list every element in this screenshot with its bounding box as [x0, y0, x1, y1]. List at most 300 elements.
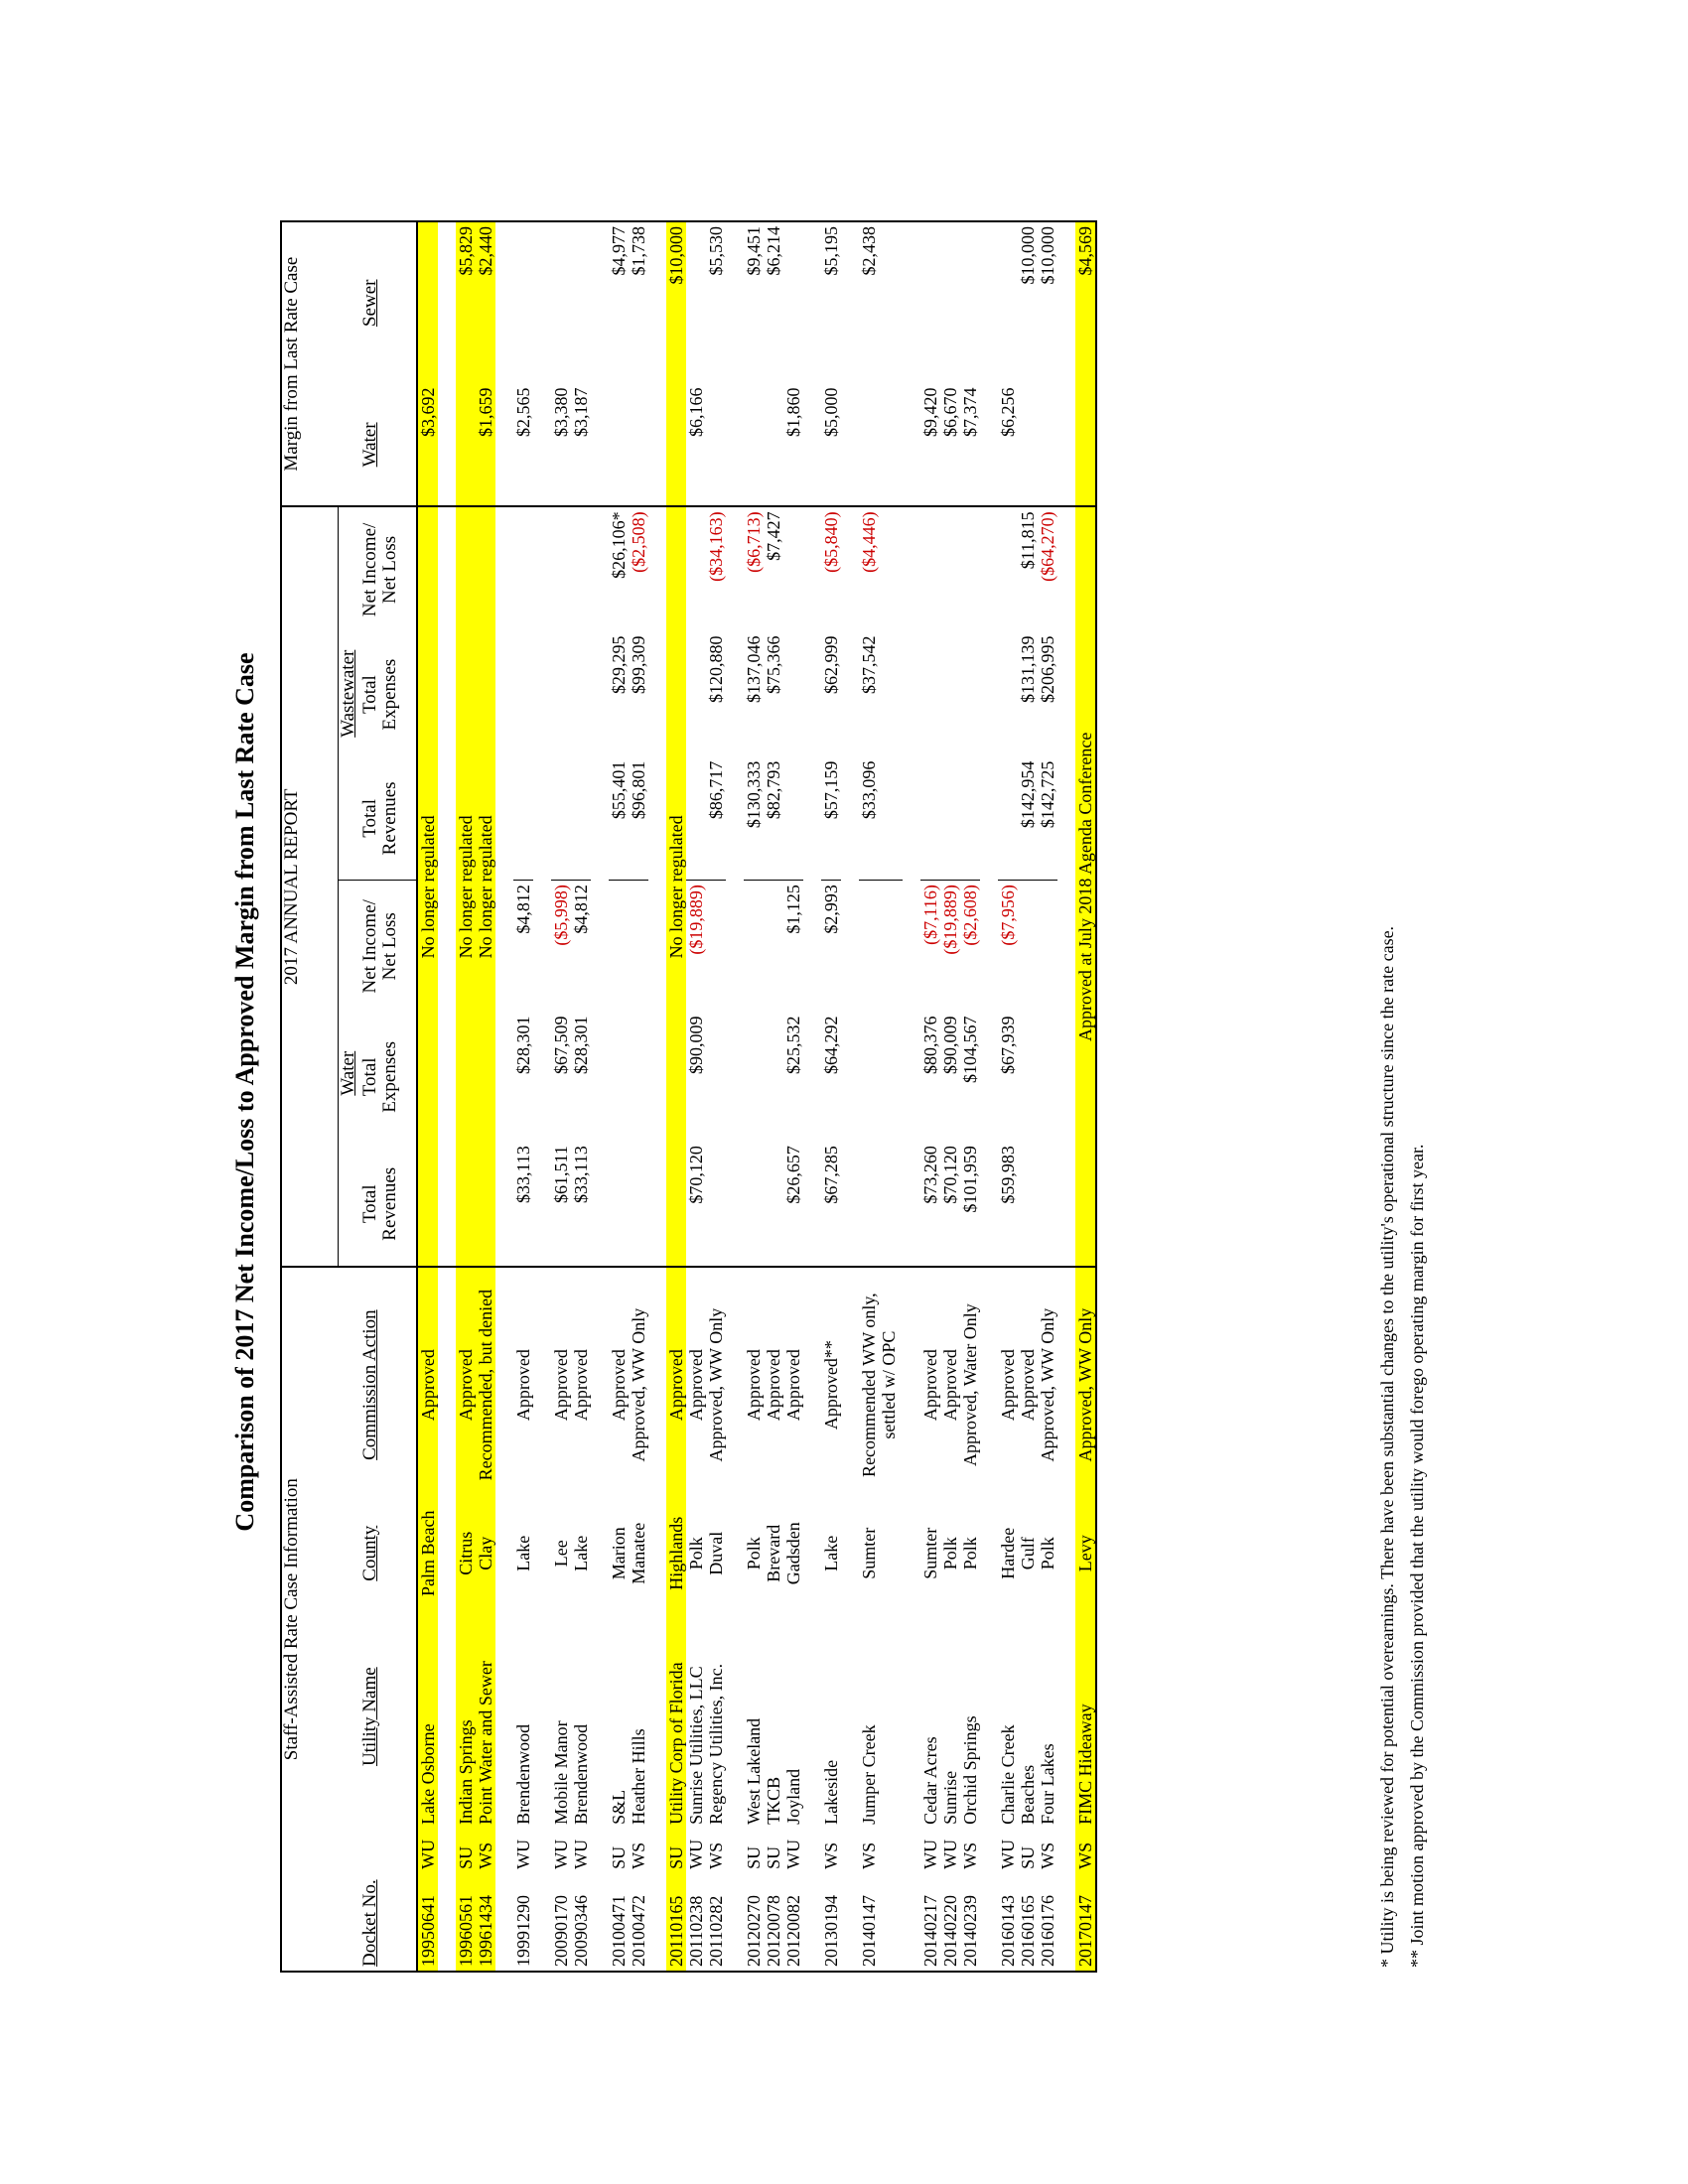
water-revenue-cell: $67,285 — [821, 1142, 841, 1267]
header-ww-net: Net Income/ Net Loss — [360, 506, 417, 631]
water-net-cell — [1018, 881, 1038, 1013]
type-cell: WU — [686, 1839, 706, 1869]
docket-cell: 20160143 — [998, 1873, 1018, 1972]
water-net-cell: ($19,889) — [940, 885, 960, 955]
utility-cell: Cedar Acres — [920, 1736, 940, 1825]
docket-cell: 19991290 — [513, 1873, 533, 1972]
margin-sewer-cell — [998, 221, 1018, 383]
water-net-cell — [1038, 881, 1057, 1013]
wastewater-revenue-cell — [940, 757, 960, 881]
wastewater-revenue-cell — [920, 757, 940, 881]
water-net-cell: ($2,608) — [960, 885, 980, 946]
table-row — [1018, 221, 1038, 1972]
utility-cell: Lakeside — [821, 1759, 841, 1825]
county-cell: Polk — [940, 1537, 960, 1570]
action-cell: Approved — [609, 1349, 629, 1422]
utility-cell: Joyland — [783, 1768, 803, 1825]
water-revenue-cell — [609, 1142, 629, 1267]
spacer-row — [803, 221, 821, 1972]
margin-sewer-cell — [551, 221, 571, 383]
utility-cell: Orchid Springs — [960, 1715, 980, 1825]
docket-cell: 20140239 — [960, 1873, 980, 1972]
water-revenue-cell: $26,657 — [783, 1142, 803, 1267]
margin-water-cell: $6,256 — [998, 383, 1018, 506]
spacer-row — [980, 221, 998, 1972]
utility-cell: Point Water and Sewer — [476, 1605, 495, 1829]
table-body — [417, 221, 1096, 1972]
utility-cell: Indian Springs — [456, 1605, 476, 1829]
water-net-cell: ($7,116) — [920, 885, 940, 945]
wastewater-net-cell: ($2,508) — [629, 511, 648, 573]
margin-water-cell — [859, 383, 903, 506]
water-revenue-cell — [744, 1142, 764, 1267]
wastewater-net-cell: ($64,270) — [1038, 511, 1057, 582]
type-cell: WU — [940, 1839, 960, 1869]
docket-cell: 19950641 — [417, 1873, 438, 1972]
table-row — [476, 221, 495, 1972]
utility-cell: Regency Utilities, Inc. — [706, 1663, 726, 1825]
wastewater-expense-cell — [571, 632, 591, 757]
county-cell: Brevard — [764, 1524, 783, 1582]
type-cell: WU — [513, 1839, 533, 1869]
water-net-cell: $4,812 — [513, 885, 533, 934]
action-cell: Approved — [940, 1349, 960, 1422]
spacer-row — [591, 221, 609, 1972]
county-cell: Polk — [686, 1537, 706, 1570]
docket-cell: 20110282 — [706, 1873, 726, 1972]
water-expense-cell: $28,301 — [571, 1016, 591, 1074]
spacer-row — [438, 221, 456, 1972]
water-revenue-cell — [1038, 1142, 1057, 1267]
county-cell: Duval — [706, 1531, 726, 1575]
header-ww-exp: Total Expenses — [360, 632, 417, 757]
type-cell: SU — [666, 1829, 686, 1873]
header-margin-sewer: Sewer — [359, 279, 380, 327]
wastewater-revenue-cell: $96,801 — [629, 757, 648, 881]
wastewater-expense-cell: $131,139 — [1018, 635, 1038, 704]
docket-cell: 20110165 — [666, 1873, 686, 1972]
action-cell: Approved, Water Only — [960, 1303, 980, 1466]
margin-sewer-cell: $10,000 — [666, 221, 686, 383]
header-water-sub: Water — [338, 1050, 358, 1096]
utility-cell: FIMC Hideaway — [1075, 1605, 1096, 1829]
margin-water-cell: $6,670 — [940, 383, 960, 506]
utility-cell: Mobile Manor — [551, 1720, 571, 1825]
table-row — [686, 221, 706, 1972]
margin-sewer-cell: $10,000 — [1018, 221, 1038, 383]
wastewater-expense-cell — [783, 632, 803, 757]
spacer-row — [726, 221, 744, 1972]
utility-cell: Jumper Creek — [859, 1724, 879, 1825]
table-row — [1038, 221, 1057, 1972]
margin-water-cell: $9,420 — [920, 383, 940, 506]
water-revenue-cell: $61,511 — [551, 1142, 571, 1267]
water-net-cell — [744, 881, 764, 1013]
type-cell: WU — [551, 1839, 571, 1869]
county-cell: Lee — [551, 1540, 571, 1568]
utility-cell: Heather Hills — [629, 1728, 648, 1825]
type-cell: WS — [859, 1842, 879, 1869]
county-cell: Lake — [571, 1535, 591, 1571]
header-w-net: Net Income/ Net Loss — [360, 881, 417, 1013]
wastewater-revenue-cell — [998, 757, 1018, 881]
type-cell: WS — [821, 1842, 841, 1869]
table-row — [920, 221, 940, 1972]
wastewater-revenue-cell: $130,333 — [744, 757, 764, 881]
wastewater-revenue-cell — [960, 757, 980, 881]
wastewater-net-cell — [960, 506, 980, 631]
wastewater-net-cell — [998, 506, 1018, 631]
county-cell: Palm Beach — [417, 1502, 438, 1605]
wastewater-revenue-cell: $86,717 — [706, 757, 726, 881]
wastewater-net-cell: ($6,713) — [744, 511, 764, 573]
footnotes — [1372, 926, 1432, 1968]
header-utility: Utility Name — [359, 1667, 380, 1767]
wastewater-revenue-cell — [686, 757, 706, 881]
docket-cell: 20120082 — [783, 1873, 803, 1972]
margin-water-cell: $3,380 — [551, 383, 571, 506]
spacer-row — [495, 221, 513, 1972]
docket-cell: 20160165 — [1018, 1873, 1038, 1972]
action-cell: Approved, WW Only — [706, 1307, 726, 1462]
water-expense-cell — [744, 1013, 764, 1143]
margin-sewer-cell — [940, 221, 960, 383]
margin-sewer-cell: $5,829 — [456, 221, 476, 383]
county-cell: Citrus — [456, 1502, 476, 1605]
margin-water-cell: $5,000 — [821, 383, 841, 506]
margin-water-cell — [1018, 383, 1038, 506]
utility-cell: Brendenwood — [571, 1723, 591, 1825]
spacer-row — [841, 221, 859, 1972]
water-revenue-cell — [1018, 1142, 1038, 1267]
water-revenue-cell: $70,120 — [940, 1142, 960, 1267]
water-revenue-cell: $33,113 — [571, 1142, 591, 1267]
utility-cell: Utility Corp of Florida — [666, 1605, 686, 1829]
wastewater-revenue-cell: $142,725 — [1038, 757, 1057, 881]
county-cell: Gadsden — [783, 1522, 803, 1585]
action-cell: Approved — [998, 1349, 1018, 1422]
type-cell: SU — [609, 1845, 629, 1869]
wastewater-net-cell — [571, 506, 591, 631]
action-cell: Approved — [783, 1349, 803, 1422]
water-revenue-cell: $33,113 — [513, 1142, 533, 1267]
margin-sewer-cell: $6,214 — [764, 221, 783, 383]
action-cell: Approved — [744, 1349, 764, 1422]
note-cell: Approved at July 2018 Agenda Conference — [1075, 506, 1096, 1267]
margin-water-cell — [666, 383, 686, 506]
county-cell: Lake — [821, 1535, 841, 1571]
docket-cell: 20100472 — [629, 1873, 648, 1972]
margin-sewer-cell: $5,530 — [706, 221, 726, 383]
spacer-row — [648, 221, 666, 1972]
water-expense-cell: $104,567 — [960, 1016, 980, 1083]
table-row — [960, 221, 980, 1972]
water-net-cell: ($5,998) — [551, 885, 571, 946]
docket-cell: 20170147 — [1075, 1873, 1096, 1972]
county-cell: Levy — [1075, 1502, 1096, 1605]
docket-cell: 20130194 — [821, 1873, 841, 1972]
type-cell: WS — [1075, 1829, 1096, 1873]
county-cell: Hardee — [998, 1527, 1018, 1579]
water-revenue-cell — [859, 1142, 903, 1267]
wastewater-expense-cell: $29,295 — [609, 635, 629, 695]
wastewater-expense-cell: $206,995 — [1038, 635, 1057, 704]
table-row — [571, 221, 591, 1972]
action-cell: Approved — [571, 1349, 591, 1422]
comparison-table — [280, 220, 1097, 1973]
header-annual-group: 2017 ANNUAL REPORT — [281, 506, 339, 1267]
water-expense-cell — [859, 1013, 903, 1143]
docket-cell: 20140217 — [920, 1873, 940, 1972]
action-cell: Approved — [1018, 1349, 1038, 1422]
docket-cell: 20090170 — [551, 1873, 571, 1972]
water-expense-cell — [706, 1013, 726, 1143]
docket-cell: 20140147 — [859, 1873, 903, 1972]
table-row — [456, 221, 476, 1972]
spacer-row — [1057, 221, 1075, 1972]
type-cell: SU — [456, 1829, 476, 1873]
docket-cell: 20120270 — [744, 1873, 764, 1972]
page-title: Comparison of 2017 Net Income/Loss to Approved Margin from Last Rate Case — [230, 652, 259, 1532]
water-expense-cell — [629, 1013, 648, 1143]
county-cell: Polk — [960, 1537, 980, 1570]
table-row — [940, 221, 960, 1972]
wastewater-expense-cell — [920, 632, 940, 757]
spacer-row — [903, 221, 920, 1972]
water-net-cell — [609, 881, 629, 1013]
utility-cell: West Lakeland — [744, 1717, 764, 1825]
margin-water-cell — [1038, 383, 1057, 506]
margin-water-cell: $7,374 — [960, 383, 980, 506]
action-cell: Recommended WW only, settled w/ OPC — [859, 1293, 899, 1477]
wastewater-revenue-cell: $142,954 — [1018, 757, 1038, 881]
table-row — [513, 221, 533, 1972]
action-cell: Approved — [920, 1349, 940, 1422]
margin-water-cell — [609, 383, 629, 506]
header-wastewater-sub: Wastewater — [338, 649, 358, 738]
margin-water-cell: $3,692 — [417, 383, 438, 506]
margin-sewer-cell — [571, 221, 591, 383]
action-cell: Recommended, but denied — [476, 1267, 495, 1502]
water-expense-cell: $90,009 — [940, 1016, 960, 1074]
docket-cell: 20090346 — [571, 1873, 591, 1972]
water-revenue-cell: $101,959 — [960, 1142, 980, 1267]
water-net-cell: $4,812 — [571, 885, 591, 934]
header-county: County — [359, 1525, 380, 1581]
county-cell: Clay — [476, 1502, 495, 1605]
wastewater-expense-cell: $62,999 — [821, 635, 841, 695]
margin-water-cell — [456, 383, 476, 506]
type-cell: WU — [417, 1829, 438, 1873]
note-cell: No longer regulated — [417, 506, 438, 1267]
utility-cell: Lake Osborne — [417, 1605, 438, 1829]
water-net-cell — [764, 881, 783, 1013]
wastewater-net-cell — [783, 506, 803, 631]
wastewater-net-cell: ($34,163) — [706, 511, 726, 582]
utility-cell: Four Lakes — [1038, 1743, 1057, 1825]
action-cell: Approved — [417, 1267, 438, 1502]
water-expense-cell — [1038, 1013, 1057, 1143]
margin-sewer-cell — [417, 221, 438, 383]
docket-cell: 20100471 — [609, 1873, 629, 1972]
header-margin-group: Margin from Last Rate Case — [281, 221, 339, 506]
margin-sewer-cell: $1,738 — [629, 221, 648, 383]
water-expense-cell: $80,376 — [920, 1016, 940, 1074]
water-net-cell: $1,125 — [783, 885, 803, 934]
type-cell: WU — [571, 1839, 591, 1869]
action-cell: Approved — [666, 1267, 686, 1502]
table-row — [859, 221, 903, 1972]
water-expense-cell — [1018, 1013, 1038, 1143]
wastewater-revenue-cell — [551, 757, 571, 881]
wastewater-revenue-cell — [571, 757, 591, 881]
utility-cell: S&L — [609, 1789, 629, 1825]
margin-water-cell: $3,187 — [571, 383, 591, 506]
action-cell: Approved, WW Only — [629, 1307, 648, 1462]
wastewater-expense-cell — [960, 632, 980, 757]
action-cell: Approved — [513, 1349, 533, 1422]
header-w-rev: Total Revenues — [360, 1142, 417, 1267]
table-row — [783, 221, 803, 1972]
type-cell: SU — [764, 1845, 783, 1869]
water-expense-cell: $28,301 — [513, 1016, 533, 1074]
wastewater-expense-cell: $99,309 — [629, 635, 648, 695]
header-docket: Docket No. — [359, 1879, 380, 1967]
type-cell: WU — [998, 1839, 1018, 1869]
footnote-1: * Utility is being reviewed for potential overearnings. There have been substantial changes to the utility's operational structure since the rate case. — [1377, 925, 1397, 1968]
margin-sewer-cell — [686, 221, 706, 383]
margin-sewer-cell — [920, 221, 940, 383]
wastewater-net-cell: ($5,840) — [821, 511, 841, 573]
water-expense-cell — [609, 1013, 629, 1143]
table-row — [551, 221, 571, 1972]
utility-cell: Sunrise Utilities, LLC — [686, 1666, 706, 1825]
water-net-cell: ($7,956) — [998, 885, 1018, 946]
wastewater-expense-cell — [940, 632, 960, 757]
note-cell: No longer regulated — [456, 506, 476, 1267]
wastewater-revenue-cell — [513, 757, 533, 881]
wastewater-net-cell: ($4,446) — [859, 511, 879, 573]
table-row — [629, 221, 648, 1972]
county-cell: Manatee — [629, 1522, 648, 1584]
type-cell: WS — [960, 1842, 980, 1869]
wastewater-revenue-cell: $55,401 — [609, 757, 629, 881]
wastewater-revenue-cell — [783, 757, 803, 881]
header-margin-water: Water — [359, 422, 380, 468]
margin-sewer-cell: $9,451 — [744, 221, 764, 383]
county-cell: Polk — [744, 1537, 764, 1570]
table-row — [998, 221, 1018, 1972]
type-cell: SU — [744, 1845, 764, 1869]
header-ww-rev: Total Revenues — [360, 757, 417, 881]
wastewater-expense-cell — [551, 632, 571, 757]
action-cell: Approved — [551, 1349, 571, 1422]
action-cell: Approved, WW Only — [1075, 1267, 1096, 1502]
wastewater-expense-cell: $137,046 — [744, 635, 764, 704]
county-cell: Lake — [513, 1535, 533, 1571]
type-cell: WS — [476, 1829, 495, 1873]
table-row — [706, 221, 726, 1972]
margin-water-cell — [744, 383, 764, 506]
header-w-exp: Total Expenses — [360, 1013, 417, 1143]
docket-cell: 20140220 — [940, 1873, 960, 1972]
margin-water-cell: $2,565 — [513, 383, 533, 506]
type-cell: WS — [706, 1842, 726, 1869]
water-net-cell — [706, 881, 726, 1013]
footnote-2: ** Joint motion approved by the Commission provided that the utility would forego operating margin for first year. — [1407, 1144, 1427, 1968]
table-row — [764, 221, 783, 1972]
type-cell: WU — [783, 1839, 803, 1869]
water-net-cell: $2,993 — [821, 885, 841, 934]
county-cell: Polk — [1038, 1537, 1057, 1570]
margin-water-cell — [706, 383, 726, 506]
wastewater-revenue-cell: $82,793 — [764, 757, 783, 881]
wastewater-net-cell — [686, 506, 706, 631]
utility-cell: TKCB — [764, 1776, 783, 1825]
table-row — [744, 221, 764, 1972]
margin-water-cell: $1,860 — [783, 383, 803, 506]
type-cell: WU — [920, 1839, 940, 1869]
margin-sewer-cell — [960, 221, 980, 383]
water-revenue-cell — [706, 1142, 726, 1267]
action-cell: Approved** — [821, 1340, 841, 1431]
water-revenue-cell — [629, 1142, 648, 1267]
wastewater-expense-cell: $75,366 — [764, 635, 783, 695]
margin-water-cell: $6,166 — [686, 383, 706, 506]
water-revenue-cell: $59,983 — [998, 1142, 1018, 1267]
wastewater-net-cell — [920, 506, 940, 631]
county-cell: Sumter — [859, 1527, 879, 1579]
margin-water-cell — [764, 383, 783, 506]
water-expense-cell: $67,509 — [551, 1016, 571, 1074]
wastewater-expense-cell — [686, 632, 706, 757]
wastewater-expense-cell — [513, 632, 533, 757]
wastewater-expense-cell: $120,880 — [706, 635, 726, 704]
margin-sewer-cell: $4,977 — [609, 221, 629, 383]
margin-sewer-cell: $10,000 — [1038, 221, 1057, 383]
water-net-cell: ($19,889) — [686, 885, 706, 955]
header-action: Commission Action — [359, 1309, 380, 1460]
action-cell: Approved — [764, 1349, 783, 1422]
docket-cell: 20110238 — [686, 1873, 706, 1972]
wastewater-net-cell — [551, 506, 571, 631]
table-row — [666, 221, 686, 1972]
county-cell: Sumter — [920, 1527, 940, 1579]
table-row — [417, 221, 438, 1972]
margin-water-cell: $1,659 — [476, 383, 495, 506]
water-net-cell — [629, 881, 648, 1013]
wastewater-net-cell: $26,106* — [609, 511, 629, 579]
margin-water-cell — [1075, 383, 1096, 506]
wastewater-revenue-cell: $57,159 — [821, 757, 841, 881]
utility-cell: Charlie Creek — [998, 1724, 1018, 1825]
water-expense-cell: $64,292 — [821, 1016, 841, 1074]
type-cell: SU — [1018, 1845, 1038, 1869]
water-net-cell — [859, 881, 903, 1013]
table-row — [1075, 221, 1096, 1972]
wastewater-net-cell — [513, 506, 533, 631]
utility-cell: Beaches — [1018, 1764, 1038, 1825]
water-expense-cell: $25,532 — [783, 1016, 803, 1074]
wastewater-revenue-cell: $33,096 — [859, 757, 903, 881]
wastewater-net-cell: $11,815 — [1018, 511, 1038, 570]
docket-cell: 19960561 — [456, 1873, 476, 1972]
action-cell: Approved, WW Only — [1038, 1307, 1057, 1462]
table-row — [821, 221, 841, 1972]
water-revenue-cell: $73,260 — [920, 1142, 940, 1267]
action-cell: Approved — [686, 1349, 706, 1422]
wastewater-net-cell — [940, 506, 960, 631]
